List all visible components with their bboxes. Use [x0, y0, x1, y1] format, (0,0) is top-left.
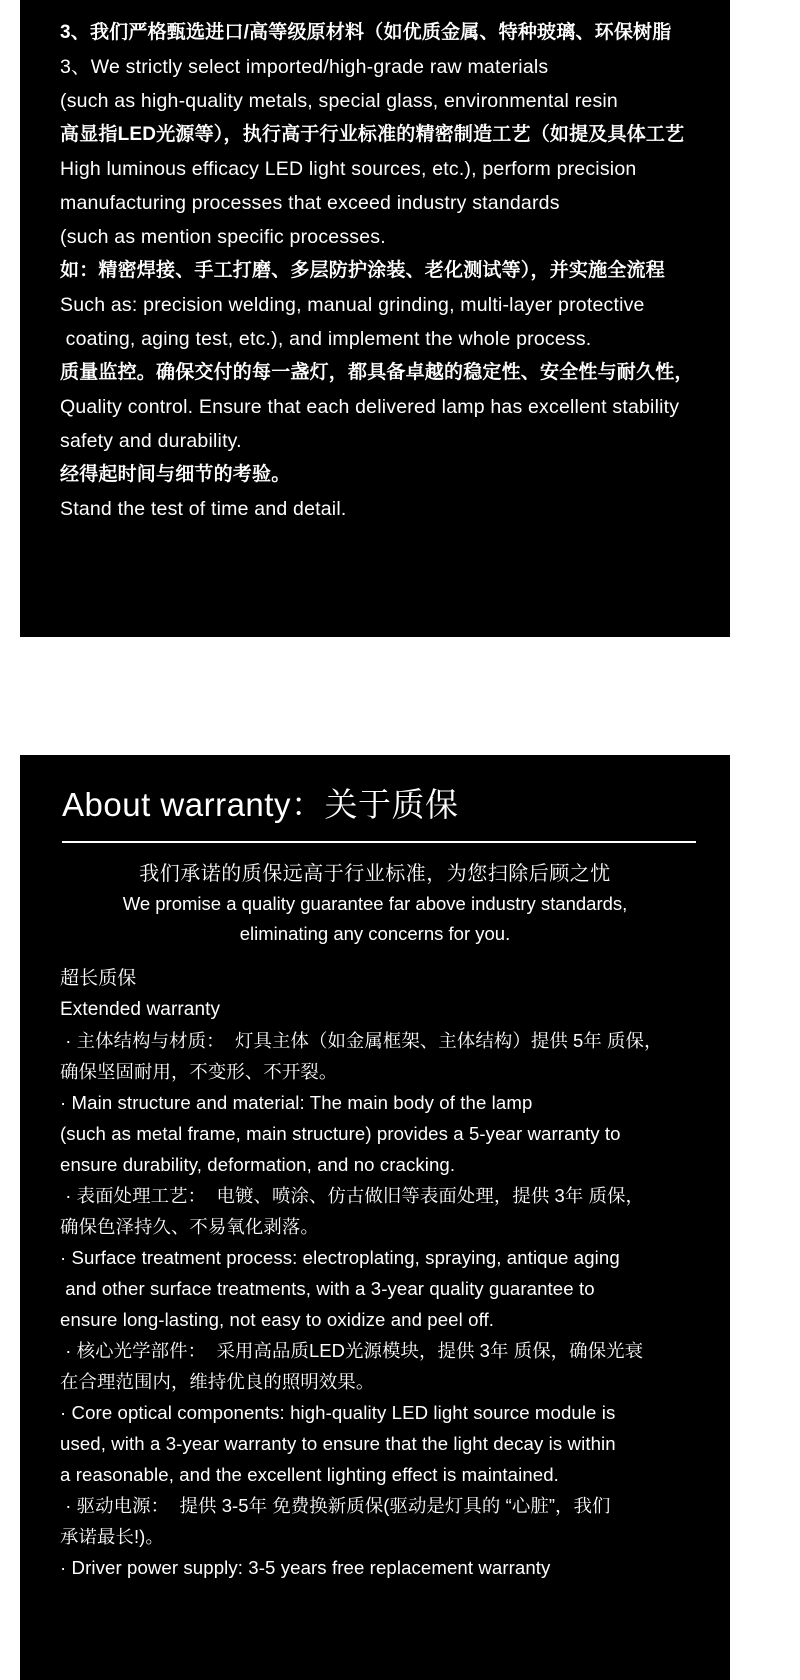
warranty-text-block [20, 949, 730, 1583]
materials-line: 3、我们严格甄选进口/高等级原材料（如优质金属、特种玻璃、环保树脂 [60, 22, 672, 43]
warranty-line: · 核心光学部件： 采用高品质LED光源模块，提供 3年 质保，确保光衰 [60, 1340, 644, 1361]
warranty-line: · Main structure and material: The main body of the lamp [60, 1092, 533, 1113]
warranty-line: 超长质保 [60, 968, 137, 989]
warranty-line: a reasonable, and the excellent lighting effect is maintained. [60, 1464, 559, 1485]
materials-section [20, 0, 730, 637]
warranty-section [20, 755, 730, 1680]
warranty-line: · Driver power supply: 3-5 years free replacement warranty [60, 1557, 551, 1578]
warranty-line: · Surface treatment process: electroplating, spraying, antique aging [60, 1247, 620, 1268]
warranty-line: ensure durability, deformation, and no cracking. [60, 1154, 456, 1175]
warranty-line: 承诺最长!)。 [60, 1526, 164, 1547]
warranty-line: · Core optical components: high-quality LED light source module is [60, 1402, 616, 1423]
materials-line: Stand the test of time and detail. [60, 498, 347, 520]
materials-line: 如：精密焊接、手工打磨、多层防护涂装、老化测试等），并实施全流程 [60, 260, 665, 281]
warranty-line: used, with a 3-year warranty to ensure that the light decay is within [60, 1433, 616, 1454]
materials-line: Quality control. Ensure that each delivered lamp has excellent stability [60, 396, 680, 418]
warranty-line: Extended warranty [60, 999, 221, 1020]
warranty-line: (such as metal frame, main structure) provides a 5-year warranty to [60, 1123, 621, 1144]
promise-line-cn: 我们承诺的质保远高于行业标准，为您扫除后顾之忧 [139, 863, 611, 885]
materials-line: Such as: precision welding, manual grinding, multi-layer protective [60, 294, 645, 316]
promise-line-en-2: eliminating any concerns for you. [239, 923, 511, 944]
materials-line: 高显指LED光源等），执行高于行业标准的精密制造工艺（如提及具体工艺 [60, 124, 685, 145]
warranty-line: 在合理范围内，维持优良的照明效果。 [60, 1371, 375, 1392]
materials-text-block [20, 8, 730, 526]
warranty-line: 确保色泽持久、不易氧化剥落。 [60, 1216, 319, 1237]
materials-line: manufacturing processes that exceed industry standards [60, 192, 560, 214]
warranty-promise-block [20, 843, 730, 949]
materials-line: 质量监控。确保交付的每一盏灯，都具备卓越的稳定性、安全性与耐久性， [60, 362, 694, 383]
warranty-title: About warranty：关于质保 [62, 786, 459, 823]
materials-line: 3、We strictly select imported/high-grade raw materials [60, 56, 549, 78]
materials-line: safety and durability. [60, 430, 242, 452]
warranty-line: and other surface treatments, with a 3-year quality guarantee to [60, 1278, 595, 1299]
materials-line: High luminous efficacy LED light sources, etc.), perform precision [60, 158, 637, 180]
warranty-line: · 驱动电源： 提供 3-5年 免费换新质保(驱动是灯具的 “心脏”，我们 [60, 1495, 611, 1516]
warranty-line: 确保坚固耐用，不变形、不开裂。 [60, 1061, 338, 1082]
materials-line: (such as high-quality metals, special glass, environmental resin [60, 90, 618, 112]
materials-line: (such as mention specific processes. [60, 226, 386, 248]
promise-line-en-1: We promise a quality guarantee far above industry standards, [122, 893, 628, 914]
warranty-line: · 表面处理工艺： 电镀、喷涂、仿古做旧等表面处理，提供 3年 质保， [60, 1185, 645, 1206]
warranty-line: ensure long-lasting, not easy to oxidize and peel off. [60, 1309, 495, 1330]
materials-line: coating, aging test, etc.), and implement the whole process. [60, 328, 592, 350]
warranty-line: · 主体结构与材质： 灯具主体（如金属框架、主体结构）提供 5年 质保， [60, 1030, 663, 1051]
materials-line: 经得起时间与细节的考验。 [60, 464, 291, 485]
